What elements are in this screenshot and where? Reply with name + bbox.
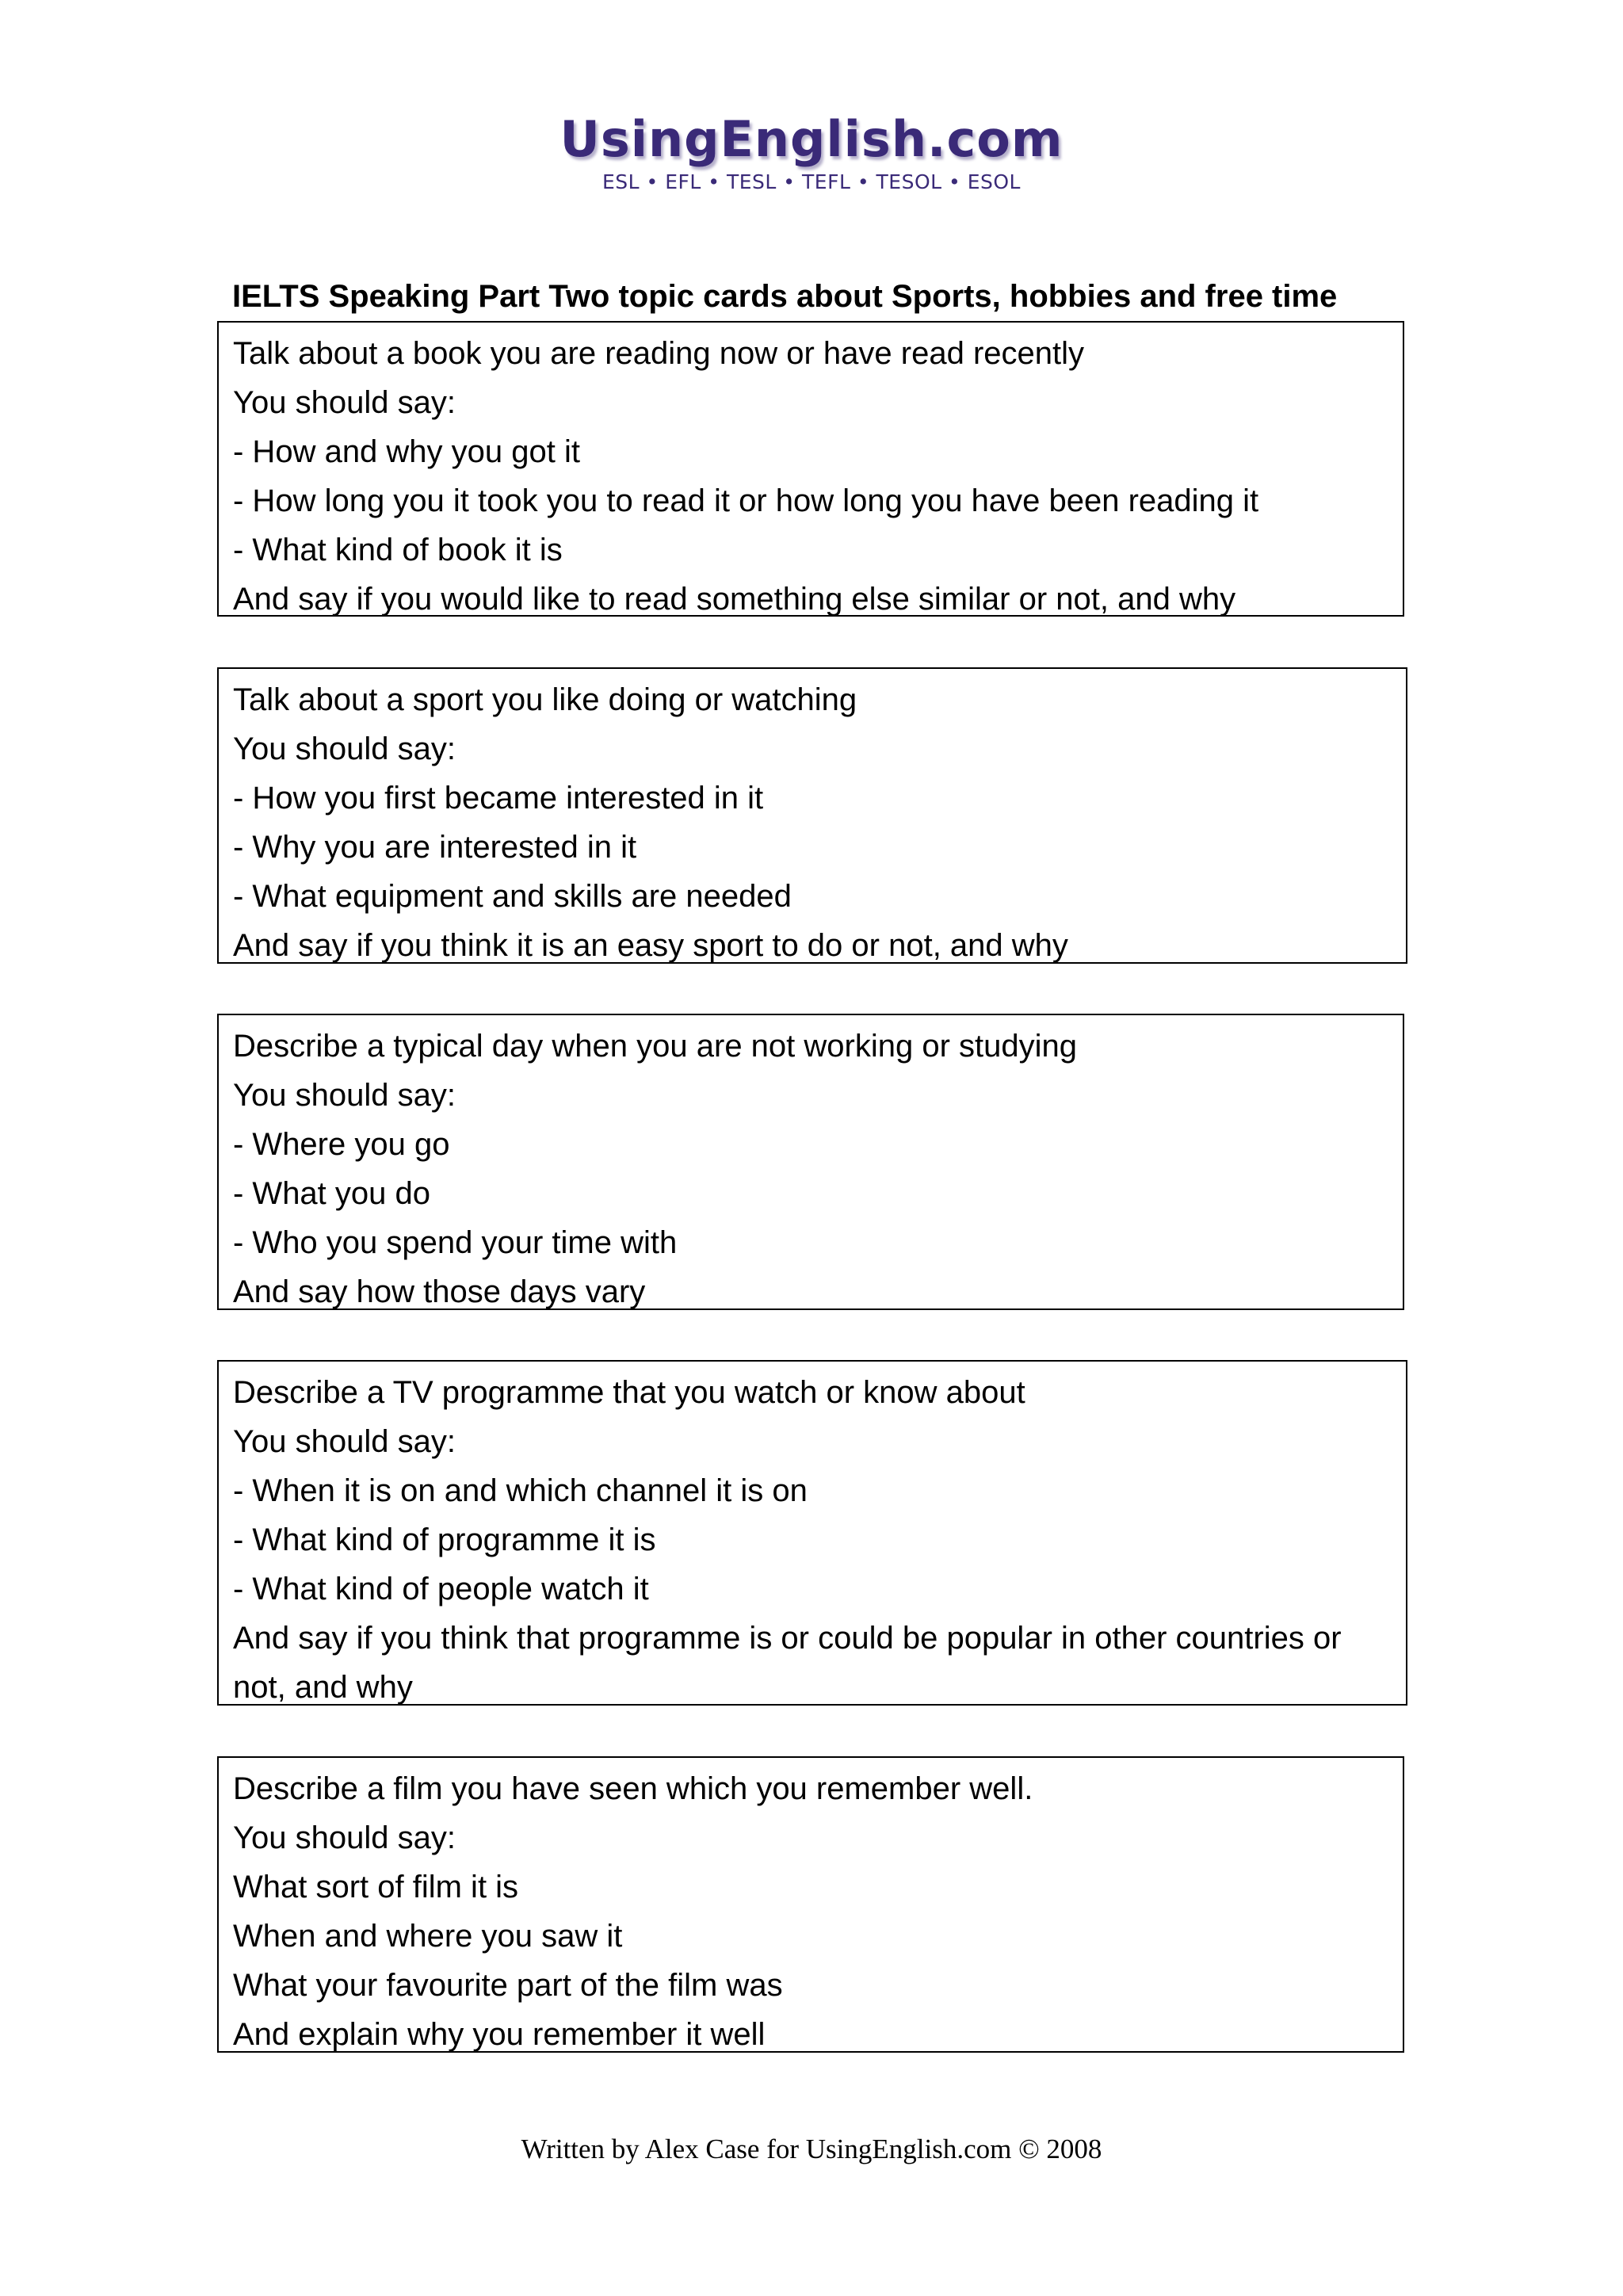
logo-name: UsingEnglish.com xyxy=(559,110,1064,168)
card-topic: Talk about a book you are reading now or have read recently xyxy=(233,336,1085,371)
card-point: - How you first became interested in it xyxy=(233,781,764,816)
card-closing: And say if you think it is an easy sport to do or not, and why xyxy=(233,928,1068,963)
topic-card-tv-programme xyxy=(217,1360,1407,1706)
card-point: - What you do xyxy=(233,1176,431,1211)
site-logo xyxy=(0,111,1623,195)
card-prompt: You should say: xyxy=(233,1820,456,1855)
card-prompt: You should say: xyxy=(233,1424,456,1459)
card-closing: And say if you think that programme is or could be popular in other countries or not, and why xyxy=(233,1621,1342,1705)
card-topic: Describe a typical day when you are not working or studying xyxy=(233,1029,1077,1064)
card-prompt: You should say: xyxy=(233,385,456,420)
card-closing: And explain why you remember it well xyxy=(233,2017,766,2052)
card-topic: Describe a film you have seen which you remember well. xyxy=(233,1771,1033,1806)
topic-card-book xyxy=(217,321,1404,617)
card-point: - How and why you got it xyxy=(233,434,580,469)
card-point: - What kind of programme it is xyxy=(233,1522,656,1557)
card-point: - What equipment and skills are needed xyxy=(233,879,792,914)
card-point: - What kind of book it is xyxy=(233,533,563,567)
card-closing: And say if you would like to read something else similar or not, and why xyxy=(233,582,1236,617)
card-prompt: You should say: xyxy=(233,1078,456,1113)
card-point: - Why you are interested in it xyxy=(233,830,637,865)
card-point: - When it is on and which channel it is on xyxy=(233,1473,808,1508)
topic-card-sport xyxy=(217,667,1407,964)
card-point: - Who you spend your time with xyxy=(233,1225,678,1260)
card-closing: And say how those days vary xyxy=(233,1274,646,1309)
card-topic: Talk about a sport you like doing or watching xyxy=(233,682,857,717)
card-point: - Where you go xyxy=(233,1127,450,1162)
card-point: What your favourite part of the film was xyxy=(233,1968,783,2003)
card-topic: Describe a TV programme that you watch or know about xyxy=(233,1375,1025,1410)
card-point: When and where you saw it xyxy=(233,1919,623,1954)
page-title: IELTS Speaking Part Two topic cards about Sports, hobbies and free time xyxy=(232,279,1338,314)
topic-card-typical-day xyxy=(217,1014,1404,1310)
card-point: - How long you it took you to read it or how long you have been reading it xyxy=(233,483,1259,518)
card-point: What sort of film it is xyxy=(233,1870,519,1904)
footer-credit: Written by Alex Case for UsingEnglish.com © 2008 xyxy=(521,2134,1102,2164)
card-point: - What kind of people watch it xyxy=(233,1572,649,1606)
card-prompt: You should say: xyxy=(233,732,456,766)
logo-tagline: ESL • EFL • TESL • TEFL • TESOL • ESOL xyxy=(602,170,1021,193)
topic-card-film xyxy=(217,1756,1404,2053)
